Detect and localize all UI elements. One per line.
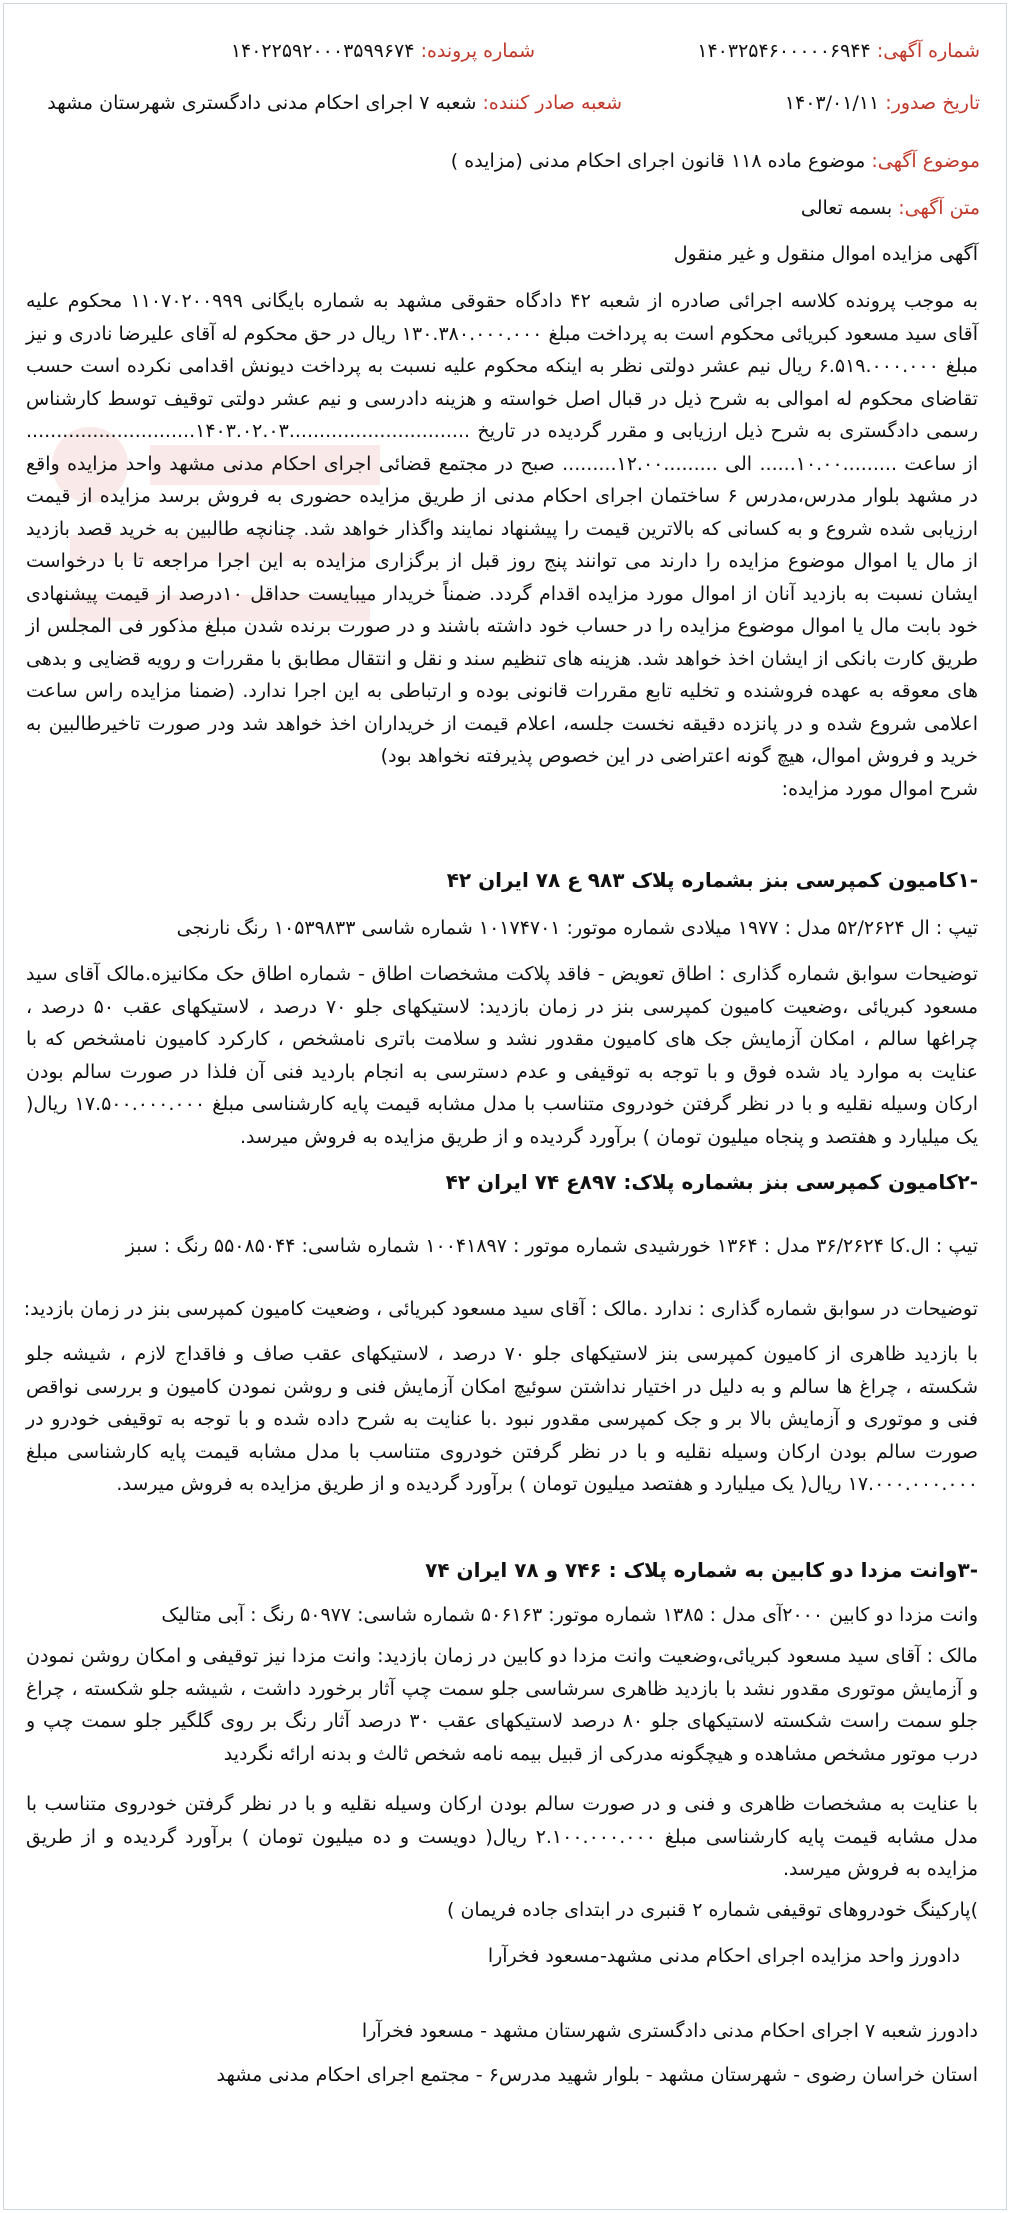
signature-auction-unit: دادورز واحد مزایده اجرای احکام مدنی مشهد-مسعود فخرآرا	[487, 1945, 960, 1967]
issuer-value: شعبه ۷ اجرای احکام مدنی دادگستری شهرستان مشهد	[47, 92, 477, 114]
notice-title: آگهی مزایده اموال منقول و غیر منقول	[673, 243, 978, 265]
subject-label: موضوع آگهی:	[871, 150, 980, 172]
item1-specs: تیپ : ال ۵۲/۲۶۲۴ مدل : ۱۹۷۷ میلادی شماره موتور: ۱۰۱۷۴۷۰۱ شماره شاسی ۱۰۵۳۹۸۳۳ رنگ نارنجی	[176, 917, 978, 939]
ad-number-value: ۱۴۰۳۲۵۴۶۰۰۰۰۰۶۹۴۴	[697, 40, 871, 62]
body-intro-value: بسمه تعالی	[800, 197, 893, 219]
item3-title: -۳وانت مزدا دو کابین به شماره پلاک : ۷۴۶ و ۷۸ ایران ۷۴	[425, 1558, 978, 1582]
issue-date-value: ۱۴۰۳/۰۱/۱۱	[784, 92, 880, 114]
case-number-label: شماره پرونده:	[420, 40, 535, 62]
address: استان خراسان رضوی - شهرستان مشهد - بلوار شهید مدرس۶ - مجتمع اجرای احکام مدنی مشهد	[216, 2064, 978, 2086]
item3-specs: وانت مزدا دو کابین ۲۰۰۰آی مدل : ۱۳۸۵ شماره موتور: ۵۰۶۱۶۳ شماره شاسی: ۵۰۹۷۷ رنگ : آبی متالیک	[161, 1604, 978, 1626]
item3-description: مالک : آقای سید مسعود کبریائی،وضعیت وانت مزدا دو کابین در زمان بازدید: وانت مزدا نیز توقیفی و امکان روشن نمودن و آزمایش موتوری مقدور نشد با بازدید ظاهری سرشاسی جلو سمت چپ آثار برخورد داشت ، شیشه جلو شکسته ، چراغ جلو سمت راست شکسته لاستیکهای جلو ۸۰ درصد لاستیکهای عقب ۳۰ درصد آثار رنگ بر روی گلگیر جلو سمت چپ و درب موتور مشخص مشاهده و هیچگونه مدرکی از قبیل بیمه نامه شخص ثالث و بدنه ارائه نگردید	[26, 1645, 979, 1765]
item1-description: توضیحات سوابق شماره گذاری : اطاق تعویض - فاقد پلاکت مشخصات اطاق - شماره اطاق حک مکانیزه.مالک آقای سید مسعود کبریائی ،وضعیت کامیون کمپرسی بنز در زمان بازدید: لاستیکهای جلو ۷۰ درصد ، لاستیکهای عقب ۵۰ درصد ، چراغها سالم ، امکان آزمایش جک های کامیون مقدور نشد و سلامت باتری نامشخص ، کارکرد کامیون نامشخص که با عنایت به موارد یاد شده فوق و با توجه به توقیفی و عدم دسترسی به انجام باردید فنی آن فلذا در صورت سالم بودن ارکان وسیله نقلیه و با در نظر گرفتن خودروی متناسب با مدل مشابه قیمت پایه کارشناسی مبلغ ۱۷.۵۰۰.۰۰۰.۰۰۰ ریال( یک میلیارد و هفتصد و پنجاه میلیون تومان ) برآورد گردیده و از طریق مزایده به فروش میرسد.	[26, 963, 978, 1148]
issue-date	[785, 92, 980, 114]
subject-value: موضوع ماده ۱۱۸ قانون اجرای احکام مدنی (مزایده )	[450, 150, 866, 172]
items-heading: شرح اموال مورد مزایده:	[781, 778, 978, 800]
item3-valuation: با عنایت به مشخصات ظاهری و فنی و در صورت سالم بودن ارکان وسیله نقلیه و با در نظر گرفتن خودروی متناسب با مدل مشابه قیمت پایه کارشناسی مبلغ ۲.۱۰۰.۰۰۰.۰۰۰ ریال( دویست و ده میلیون تومان ) برآورد گردیده و از طریق مزایده به فروش میرسد.	[26, 1793, 978, 1880]
body-intro	[801, 197, 980, 219]
issue-date-label: تاریخ صدور:	[885, 92, 980, 114]
issuer-label: شعبه صادر کننده:	[482, 92, 622, 114]
subject	[451, 150, 980, 172]
signature-branch: دادورز شعبه ۷ اجرای احکام مدنی دادگستری شهرستان مشهد - مسعود فخرآرا	[361, 2020, 978, 2042]
item2-title: -۲کامیون کمپرسی بنز بشماره پلاک: ۸۹۷ع ۷۴ ایران ۴۲	[445, 1170, 978, 1194]
intro-paragraph: به موجب پرونده کلاسه اجرائی صادره از شعبه ۴۲ دادگاه حقوقی مشهد به شماره بایگانی ۱۱۰۷۰۲۰۰۹۹۹ محکوم علیه آقای سید مسعود کبریائی محکوم است به پرداخت مبلغ ۱۳۰.۳۸۰.۰۰۰.۰۰۰ ریال در حق محکوم له آقای علیرضا نادری و نیز مبلغ ۶.۵۱۹.۰۰۰.۰۰۰ ریال نیم عشر دولتی نظر به اینکه محکوم علیه نسبت به پرداخت دیونش اقدامی نکرده است حسب تقاضای محکوم له اموالی به شرح ذیل در قبال اصل خواسته و هزینه دادرسی و نیم عشر دولتی توقیف توسط کارشناس رسمی دادگستری به شرح ذیل ارزیابی و مقرر گردیده در تاریخ ..............................۱۴۰۳.۰۲.۰۳............................ از ساعت .........۱۰.۰۰...... الی .........۱۲.۰۰......... صبح در مجتمع قضائی اجرای احکام مدنی مشهد واحد مزایده واقع در مشهد بلوار مدرس،مدرس ۶ ساختمان اجرای احکام مدنی از طریق مزایده حضوری به فروش برسد مزایده از قیمت ارزیابی شده شروع و به کسانی که بالاترین قیمت را پیشنهاد نمایند واگذار خواهد شد. چنانچه طالبین به خرید قصد بازدید از مال یا اموال موضوع مزایده را دارند می توانند پنج روز قبل از برگزاری مزایده به این اجرا مراجعه تا با درخواست ایشان نسبت به بازدید آنان از اموال مورد مزایده اقدام گردد. ضمناً خریدار میبایست حداقل ۱۰درصد از قیمت پیشنهادی خود بابت مال یا اموال موضوع مزایده را در حساب خود داشته باشند و در صورت برنده شدن مبلغ مذکور فی المجلس از طریق کارت بانکی از ایشان اخذ خواهد شد. هزینه های تنظیم سند و نقل و انتقال مطابق با مقررات و رویه قضایی و بدهی های معوقه به عهده فروشنده و تخلیه تابع مقررات قانونی بوده و ارتباطی به این اجرا ندارد. (ضمنا مزایده راس ساعت اعلامی شروع شده و در پانزده دقیقه نخست جلسه، اعلام قیمت از خریداران اخذ خواهد شد ودر صورت تاخیرطالبین به خرید و فروش اموال، هیچ گونه اعتراضی در این خصوص پذیرفته نخواهد بود)	[25, 290, 979, 767]
ad-number-label: شماره آگهی:	[876, 40, 980, 62]
item2-description: با بازدید ظاهری از کامیون کمپرسی بنز لاستیکهای جلو ۷۰ درصد ، لاستیکهای عقب صاف و فاقداج لازم ، شیشه جلو شکسته ، چراغ ها سالم و به دلیل در اختیار نداشتن سوئیچ امکان آزمایش فنی و روشن نمودن کامیون و بررسی نواقص فنی و موتوری و آزمایش بالا بر و جک کمپرسی مقدور نبود .با عنایت به شرح داده شده و با توجه به توقیفی خودرو در صورت سالم بودن ارکان وسیله نقلیه و با در نظر گرفتن خودروی متناسب با مدل مشابه قیمت پایه کارشناسی مبلغ ۱۷.۰۰۰.۰۰۰.۰۰۰ ریال( یک میلیارد و هفتصد میلیون تومان ) برآورد گردیده و از طریق مزایده به فروش میرسد.	[26, 1343, 978, 1495]
item1-title: -۱کامیون کمپرسی بنز بشماره پلاک ۹۸۳ ع ۷۸ ایران ۴۲	[446, 868, 978, 892]
case-number	[231, 40, 535, 62]
ad-number	[697, 40, 980, 62]
issuer	[47, 92, 622, 114]
body-label: متن آگهی:	[898, 197, 980, 219]
item2-specs: تیپ : ال.کا ۳۶/۲۶۲۴ مدل : ۱۳۶۴ خورشیدی شماره موتور : ۱۰۰۴۱۸۹۷ شماره شاسی: ۵۵۰۸۵۰۴۴ رنگ : سبز	[125, 1235, 978, 1257]
case-number-value: ۱۴۰۲۲۵۹۲۰۰۰۳۵۹۹۶۷۴	[230, 40, 415, 62]
item2-description-heading: توضیحات در سوابق شماره گذاری : ندارد .مالک : آقای سید مسعود کبریائی ، وضعیت کامیون کمپرسی بنز در زمان بازدید:	[23, 1298, 978, 1320]
parking-note: )پارکینگ خودروهای توقیفی شماره ۲ قنبری در ابتدای جاده فریمان )	[447, 1899, 978, 1921]
